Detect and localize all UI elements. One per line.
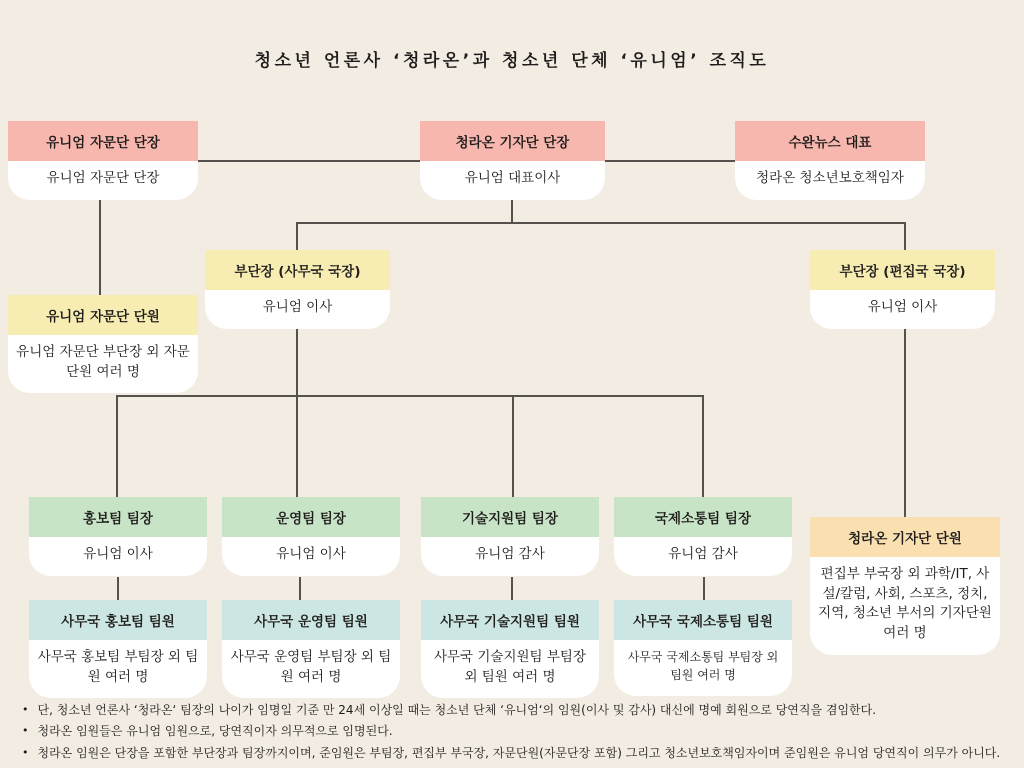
connector-vice-span [296, 222, 906, 224]
node-intl-comms-team-members [614, 600, 792, 696]
connector-teams-span [116, 395, 704, 397]
node-subtitle: 유니엄 자문단 단장 [8, 161, 198, 200]
node-title: 홍보팀 팀장 [29, 497, 207, 537]
node-title: 청라온 기자단 단장 [420, 121, 605, 161]
node-title: 청라온 기자단 단원 [810, 517, 1000, 557]
node-subtitle: 유니엄 자문단 부단장 외 자문단원 여러 명 [8, 335, 198, 393]
node-subtitle: 편집부 부국장 외 과학/IT, 사설/칼럼, 사회, 스포츠, 정치, 지역, 청소년 부서의 기자단원 여러 명 [810, 557, 1000, 655]
bullet-icon: • [22, 745, 29, 759]
node-title: 부단장 (사무국 국장) [205, 250, 390, 290]
connector-ceo-down [511, 198, 513, 224]
connector-advisor-down [99, 198, 101, 295]
connector-team4-drop [702, 395, 704, 497]
node-subtitle: 유니엄 대표이사 [420, 161, 605, 200]
node-tech-support-team-members [421, 600, 599, 698]
connector-admin-down [296, 325, 298, 497]
node-title: 사무국 기술지원팀 팀원 [421, 600, 599, 640]
node-chungraon-reporters-members [810, 517, 1000, 655]
footnotes [22, 703, 1016, 767]
footnote-text: 단, 청소년 언론사 ‘청라온‘ 팀장의 나이가 임명일 기준 만 24세 이상일 때는 청소년 단체 ‘유니엄‘의 임원(이사 및 감사) 대신에 명예 회원으로 당연직을 겸임한다. [37, 703, 877, 717]
connector-vice-left-drop [296, 222, 298, 250]
node-subtitle: 유니엄 이사 [222, 537, 400, 576]
node-title: 국제소통팀 팀장 [614, 497, 792, 537]
node-intl-comms-team-lead [614, 497, 792, 576]
node-title: 사무국 홍보팀 팀원 [29, 600, 207, 640]
node-title: 부단장 (편집국 국장) [810, 250, 995, 290]
footnote-text: 청라온 임원은 단장을 포함한 부단장과 팀장까지이며, 준임원은 부팀장, 편집부 부국장, 자문단원(자문단장 포함) 그리고 청소년보호책임자이며 준임원은 유니엄 당연직이 의무가 아니다. [37, 745, 1001, 760]
connector-team3-drop [512, 395, 514, 497]
node-title: 기술지원팀 팀장 [421, 497, 599, 537]
footnote-item [22, 703, 1016, 717]
node-subtitle: 유니엄 감사 [614, 537, 792, 576]
footnote-item [22, 724, 1016, 738]
node-subtitle: 청라온 청소년보호책임자 [735, 161, 925, 200]
node-subtitle: 사무국 홍보팀 부팀장 외 팀원 여러 명 [29, 640, 207, 698]
node-title: 운영팀 팀장 [222, 497, 400, 537]
node-title: 사무국 국제소통팀 팀원 [614, 600, 792, 640]
node-chungraon-reporters-chief [420, 121, 605, 200]
connector-edit-down [904, 325, 906, 517]
node-title: 사무국 운영팀 팀원 [222, 600, 400, 640]
node-title: 유니엄 자문단 단장 [8, 121, 198, 161]
node-title: 수완뉴스 대표 [735, 121, 925, 161]
page-title: 청소년 언론사 ‘청라온’과 청소년 단체 ‘유니엄’ 조직도 [254, 51, 770, 71]
node-subtitle: 유니엄 이사 [810, 290, 995, 329]
node-suwan-news-ceo [735, 121, 925, 200]
node-subtitle: 유니엄 이사 [205, 290, 390, 329]
footnote-text: 청라온 임원들은 유니엄 임원으로, 당연직이자 의무적으로 임명된다. [37, 724, 393, 739]
connector-team3-members [511, 577, 513, 600]
node-subtitle: 유니엄 감사 [421, 537, 599, 576]
footnote-item [22, 746, 1016, 760]
connector-team4-members [703, 577, 705, 600]
connector-team1-drop [116, 395, 118, 497]
bullet-icon: • [22, 724, 29, 738]
node-uniom-advisory-members [8, 295, 198, 393]
node-subtitle: 사무국 운영팀 부팀장 외 팀원 여러 명 [222, 640, 400, 698]
node-vice-chief-editorial-bureau [810, 250, 995, 329]
node-tech-support-team-lead [421, 497, 599, 576]
node-subtitle: 사무국 국제소통팀 부팀장 외 팀원 여러 명 [614, 640, 792, 696]
node-uniom-advisory-chief [8, 121, 198, 200]
node-ops-team-members [222, 600, 400, 698]
node-vice-chief-admin-bureau [205, 250, 390, 329]
connector-team2-members [299, 577, 301, 600]
node-pr-team-lead [29, 497, 207, 576]
node-ops-team-lead [222, 497, 400, 576]
node-subtitle: 사무국 기술지원팀 부팀장 외 팀원 여러 명 [421, 640, 599, 698]
connector-vice-right-drop [904, 222, 906, 250]
connector-team1-members [117, 577, 119, 600]
bullet-icon: • [22, 703, 29, 716]
node-subtitle: 유니엄 이사 [29, 537, 207, 576]
node-pr-team-members [29, 600, 207, 698]
node-title: 유니엄 자문단 단원 [8, 295, 198, 335]
